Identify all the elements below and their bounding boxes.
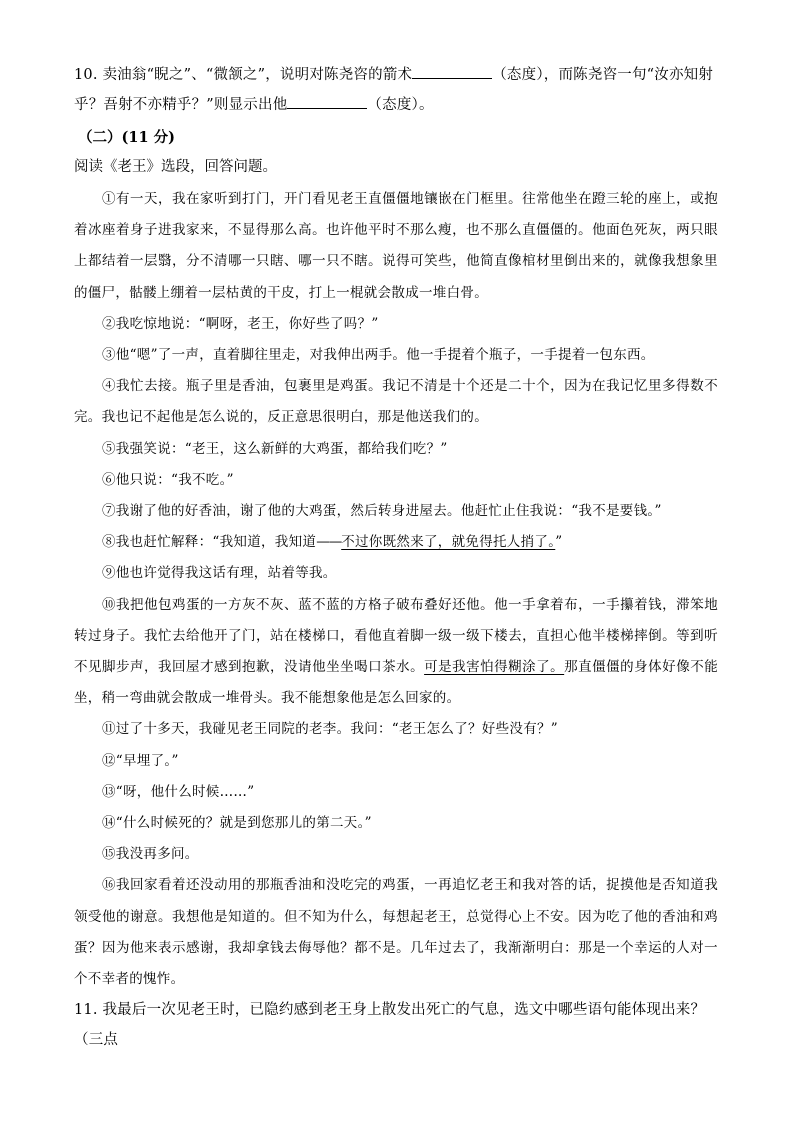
answer-blank-1[interactable] [412,64,492,79]
paragraph-13: ⑬“呀，他什么时候……” [102,783,255,800]
paragraph-4: ④我忙去接。瓶子里是香油，包裹里是鸡蛋。我记不清是十个还是二十个，因为在我记忆里多得数不完。我也记不起他是怎么说的，反正意思很明白，那是他送我们的。 [74,378,718,426]
paragraph-8 [74,527,718,558]
paragraph-10-text: ⑩我把他包鸡蛋的一方灰不灰、蓝不蓝的方格子破布叠好还他。他一手拿着布，一手攥着钱，滞笨地转过身子。我忙去给他开了门，站在楼梯口，看他直着脚一级一级下楼去，直担心他半楼梯摔倒。等到听不见脚步声，我回屋才感到抱歉，没请他坐坐喝口茶水。 [74,596,718,676]
paragraph-2: ②我吃惊地说：“啊呀，老王，你好些了吗？” [102,315,379,332]
paragraph-10 [74,590,718,715]
question-11: 11. 我最后一次见老王时，已隐约感到老王身上散发出死亡的气息，选文中哪些语句能体现出来？（三点 [74,1002,706,1049]
paragraph-9: ⑨他也许觉得我这话有理，站着等我。 [102,565,337,582]
paragraph-5: ⑤我强笑说：“老王，这么新鲜的大鸡蛋，都给我们吃？” [102,440,448,457]
paragraph-7: ⑦我谢了他的好香油，谢了他的大鸡蛋，然后转身进屋去。他赶忙止住我说：“我不是要钱。” [102,503,662,520]
page-content [74,60,718,1055]
question-10 [74,60,718,120]
question-10-text-3: （态度）。 [367,97,434,113]
question-10-text-2: （态度），而陈尧咨一句“汝亦知射乎？吾射不亦精乎？”则显示出他 [74,67,714,113]
reading-intro: 阅读《老王》选段，回答问题。 [74,159,277,175]
paragraph-10-end: 那直僵僵的身体好像不能坐，稍一弯曲就会散成一堆骨头。我不能想象他是怎么回家的。 [74,659,718,707]
paragraph-8-text: ⑧我也赶忙解释：“我知道，我知道 [102,534,317,551]
paragraph-8-dash: —— [316,534,342,551]
paragraph-11: ⑪过了十多天，我碰见老王同院的老李。我问：“老王怎么了？好些没有？” [102,721,559,738]
paragraph-8-end: ” [555,534,563,551]
paragraph-15: ⑮我没再多问。 [102,846,199,863]
answer-blank-2[interactable] [287,94,367,109]
underlined-sentence-2: 可是我害怕得糊涂了。 [424,659,565,676]
paragraph-1: ①有一天，我在家听到打门，开门看见老王直僵僵地镶嵌在门框里。往常他坐在蹬三轮的座上，或抱着冰座着身子进我家来，不显得那么高。也许他平时不那么瘦，也不那么直僵僵的。他面色死灰，两只眼上都结着一层翳，分不清哪一只瞎、哪一只不瞎。说得可笑些，他简直像棺材里倒出来的，就像我想象里的僵尸，骷髅上绷着一层枯黄的干皮，打上一棍就会散成一堆白骨。 [74,191,718,301]
paragraph-6: ⑥他只说：“我不吃。” [102,471,234,488]
question-10-text-1: 10. 卖油翁“睨之”、“微颔之”，说明对陈尧咨的箭术 [74,67,413,83]
paragraph-3: ③他“嗯”了一声，直着脚往里走，对我伸出两手。他一手提着个瓶子，一手提着一包东西。 [102,347,655,364]
underlined-sentence-1: 不过你既然来了，就免得托人捎了。 [341,534,556,551]
section-title: （二）(11 分) [78,129,175,146]
paragraph-16: ⑯我回家看着还没动用的那瓶香油和没吃完的鸡蛋，一再追忆老王和我对答的话，捉摸他是否知道我领受他的谢意。我想他是知道的。但不知为什么，每想起老王，总觉得心上不安。因为吃了他的香油和鸡蛋？因为他来表示感谢，我却拿钱去侮辱他？都不是。几年过去了，我渐渐明白：那是一个幸运的人对一个不幸者的愧怍。 [74,877,718,988]
paragraph-14: ⑭“什么时候死的？就是到您那儿的第二天。” [102,815,372,832]
paragraph-12: ⑫“早埋了。” [102,752,179,769]
